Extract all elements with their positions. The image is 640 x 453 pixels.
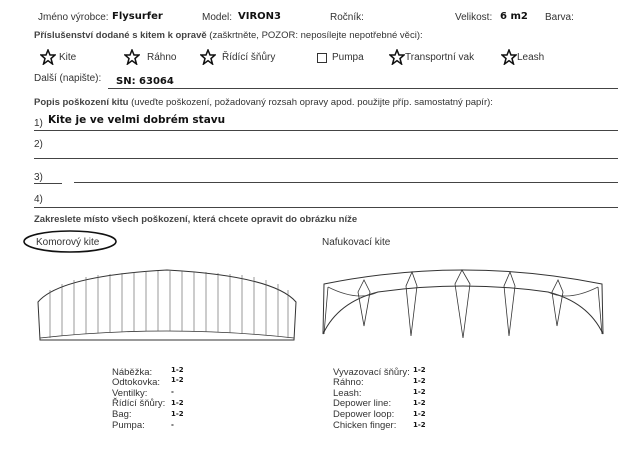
damage-line-number: 4) (34, 194, 43, 205)
table-value[interactable]: 1-2 (171, 410, 184, 418)
color-label: Barva: (545, 12, 574, 23)
inflatable-kite-diagram[interactable] (318, 262, 608, 344)
table-label: Řídící šňůry: (112, 398, 166, 409)
table-label: Depower loop: (333, 409, 395, 420)
table-label: Náběžka: (112, 367, 153, 378)
damage-line-rule (34, 207, 618, 208)
other-line (108, 88, 618, 89)
accessory-label: Leash (517, 52, 545, 63)
damage-line-number: 2) (34, 139, 43, 150)
star-icon (200, 49, 216, 65)
accessory-label: Ráhno (147, 52, 177, 63)
table-value[interactable]: 1-2 (171, 366, 184, 374)
table-label: Vyvazovací šňůry: (333, 367, 410, 378)
pump-checkbox[interactable] (317, 53, 327, 63)
table-label: Odtokovka: (112, 377, 161, 388)
table-value[interactable]: 1-2 (171, 376, 184, 384)
model-value[interactable]: VIRON3 (238, 11, 281, 22)
drawing-instruction: Zakreslete místo všech poškození, která chcete opravit do obrázku níže (34, 214, 358, 225)
table-value[interactable]: - (171, 421, 174, 429)
year-label: Ročník: (330, 12, 364, 23)
star-icon (40, 49, 56, 65)
accessory-label: Transportní vak (405, 52, 475, 63)
table-value[interactable]: 1-2 (171, 399, 184, 407)
accessory-label: Řídící šňůry (222, 52, 276, 63)
damage-line-number: 3) (34, 172, 43, 183)
star-icon (124, 49, 140, 65)
star-icon (389, 49, 405, 65)
table-value[interactable]: 1-2 (413, 377, 426, 385)
damage-heading: Popis poškození kitu (uveďte poškození, požadovaný rozsah opravy apod. použijte příp. samostatný papír): (34, 97, 493, 108)
other-value[interactable]: SN: 63064 (116, 76, 174, 87)
damage-line-rule (74, 182, 618, 183)
size-label: Velikost: (455, 12, 493, 23)
manufacturer-label: Jméno výrobce: (38, 12, 109, 23)
other-label: Další (napište): (34, 73, 102, 84)
table-label: Leash: (333, 388, 362, 399)
accessory-label: Pumpa (332, 52, 364, 63)
damage-line-text[interactable]: Kite je ve velmi dobrém stavu (48, 114, 226, 126)
table-value[interactable]: 1-2 (413, 388, 426, 396)
damage-line-number: 1) (34, 118, 43, 129)
damage-line-rule (34, 130, 618, 131)
table-label: Bag: (112, 409, 132, 420)
table-label: Ráhno: (333, 377, 364, 388)
size-value[interactable]: 6 m2 (500, 11, 528, 22)
damage-line-rule (34, 183, 62, 184)
model-label: Model: (202, 12, 233, 23)
table-value[interactable]: 1-2 (413, 399, 426, 407)
ram-air-label: Komorový kite (36, 237, 100, 248)
accessory-label: Kite (59, 52, 77, 63)
damage-line-rule (34, 158, 618, 159)
table-value[interactable]: 1-2 (413, 410, 426, 418)
ram-air-kite-diagram[interactable] (30, 262, 305, 344)
table-label: Chicken finger: (333, 420, 397, 431)
table-value[interactable]: 1-2 (413, 366, 426, 374)
table-value[interactable]: 1-2 (413, 421, 426, 429)
table-label: Ventilky: (112, 388, 148, 399)
inflatable-label: Nafukovací kite (322, 237, 391, 248)
manufacturer-value[interactable]: Flysurfer (112, 11, 163, 22)
table-label: Pumpa: (112, 420, 145, 431)
accessories-heading: Příslušenství dodané s kitem k opravě (zaškrtněte, POZOR: neposílejte nepotřebné věci): (34, 30, 423, 41)
star-icon (501, 49, 517, 65)
table-label: Depower line: (333, 398, 392, 409)
table-value[interactable]: - (171, 388, 174, 396)
